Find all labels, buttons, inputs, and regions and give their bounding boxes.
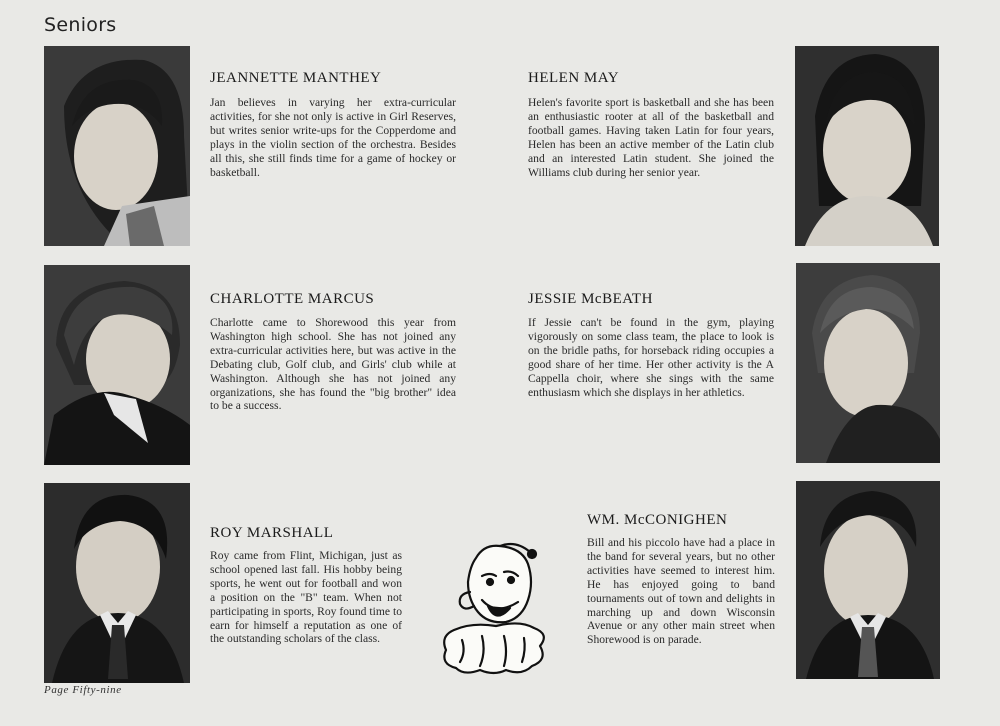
senior-name: ROY MARSHALL bbox=[210, 525, 334, 541]
senior-name: JEANNETTE MANTHEY bbox=[210, 70, 382, 86]
senior-bio: Helen's favorite sport is basketball and she has been an enthusiastic rooter at all of the basketball and football games. Having taken Latin for four years, Helen has been an active member of the Latin club and an interested Latin student. She joined the Williams club during her senior year. bbox=[528, 96, 774, 179]
senior-bio: Jan believes in varying her extra-curricular activities, for she not only is active in Girl Reserves, but writes senior write-ups for the Copperdome and plays in the violin section of the orchestra. Besides all this, she still finds time for a game of hockey or basketball. bbox=[210, 96, 456, 179]
portrait-jeannette-manthey bbox=[44, 46, 190, 246]
page-number: Page Fifty-nine bbox=[44, 684, 122, 696]
portrait-helen-may bbox=[795, 46, 939, 246]
page-title: Seniors bbox=[44, 14, 117, 36]
senior-bio: Bill and his piccolo have had a place in the band for several years, but no other activities have seemed to interest him. He has enjoyed going to band tournaments out of town and delights in marching up and down Wisconsin Avenue or any other main street when Shorewood is on parade. bbox=[587, 536, 775, 647]
portrait-charlotte-marcus bbox=[44, 265, 190, 465]
portrait-roy-marshall bbox=[44, 483, 190, 683]
portrait-wm-mcconighen bbox=[796, 481, 940, 679]
senior-name: CHARLOTTE MARCUS bbox=[210, 291, 375, 307]
clown-illustration bbox=[436, 542, 554, 676]
senior-bio: Roy came from Flint, Michigan, just as school opened last fall. His hobby being sports, he went out for football and won a position on the "B" team. When not participating in sports, Roy found time to earn for himself a reputation as one of the outstanding scholars of the class. bbox=[210, 549, 402, 646]
senior-name: WM. McCONIGHEN bbox=[587, 512, 728, 528]
senior-bio: Charlotte came to Shorewood this year from Washington high school. She has not joined any extra-curricular activities here, but was active in the Debating club, Golf club, and Girls' club while at Washington. Although she has not joined any organizations, she has found the "big brother" idea to be a success. bbox=[210, 316, 456, 413]
senior-bio: If Jessie can't be found in the gym, playing vigorously on some class team, the place to look is on the bridle paths, for horseback riding occupies a good share of her time. Her other activity is the A Cappella choir, where she sings with the same enthusiasm which she displays in her athletics. bbox=[528, 316, 774, 399]
senior-name: JESSIE McBEATH bbox=[528, 291, 653, 307]
portrait-jessie-mcbeath bbox=[796, 263, 940, 463]
senior-name: HELEN MAY bbox=[528, 70, 620, 86]
